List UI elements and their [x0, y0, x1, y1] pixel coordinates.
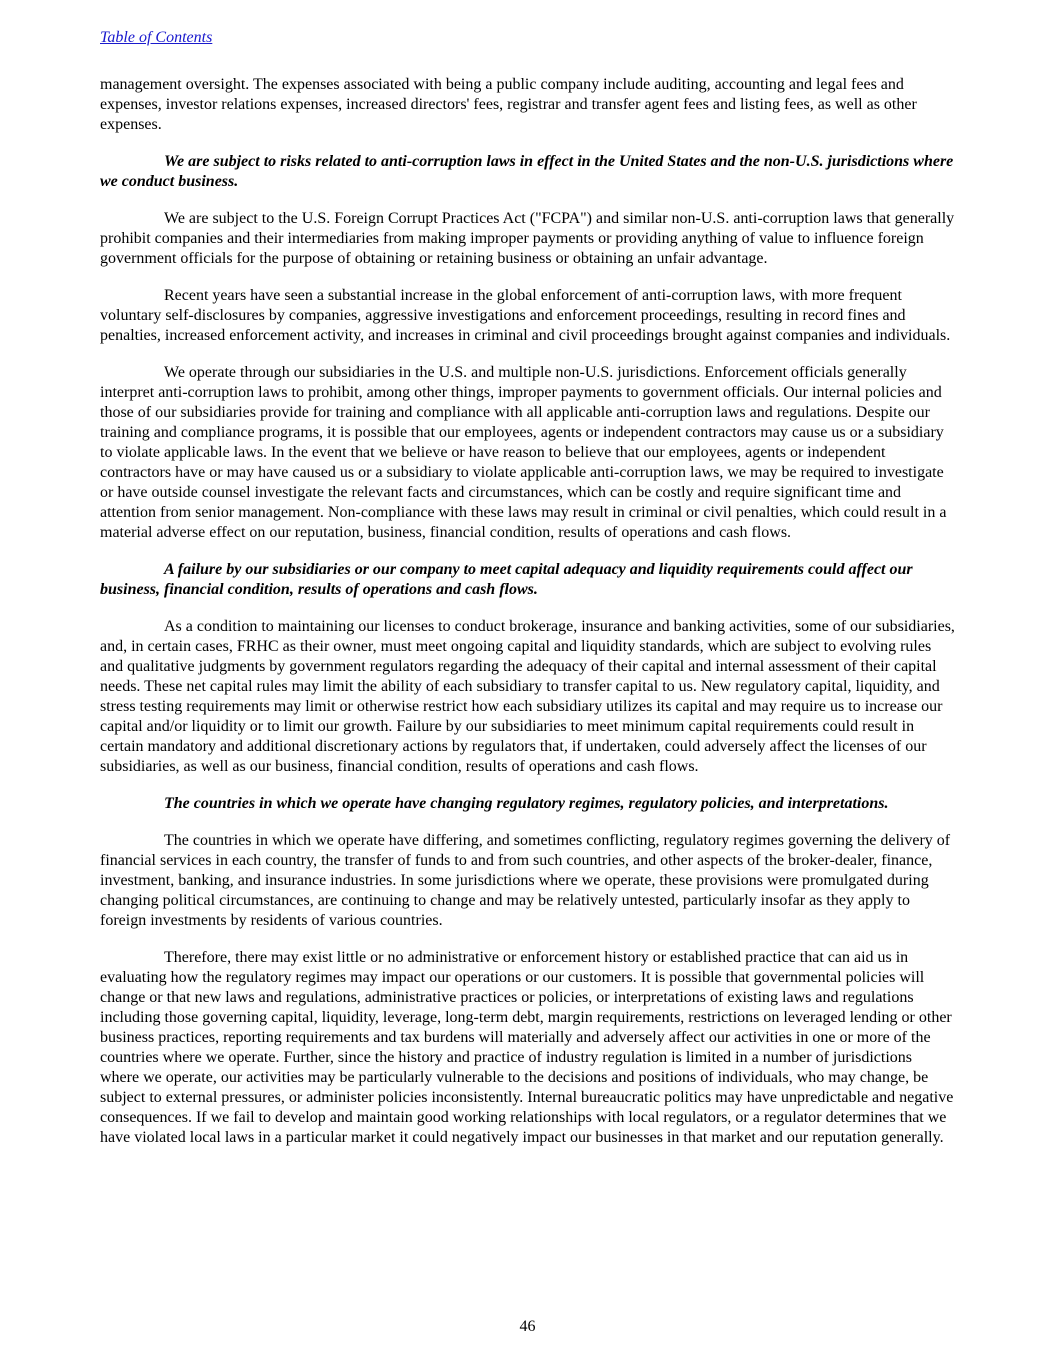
- page-number: 46: [519, 1318, 536, 1335]
- document-body: [100, 75, 955, 1148]
- paragraph-subsidiaries-compliance: We operate through our subsidiaries in the U.S. and multiple non-U.S. jurisdictions. Enforcement officials generally interpret anti-corruption laws to prohibit, among other things, improper payments to government officials. Our internal policies and those of our subsidiaries provide for training and compliance with all applicable anti-corruption laws and regulations. Despite our training and compliance programs, it is possible that our employees, agents or independent contractors may cause us or a subsidiary to violate applicable laws. In the event that we believe or have reason to believe that our employees, agents or independent contractors have or may have caused us or a subsidiary to violate applicable anti-corruption laws, we may be required to investigate or have outside counsel investigate the relevant facts and circumstances, which can be costly and require significant time and attention from senior management. Non-compliance with these laws may result in criminal or civil penalties, which could result in a material adverse effect on our reputation, business, financial condition, results of operations and cash flows.: [100, 364, 947, 541]
- heading-capital-adequacy: A failure by our subsidiaries or our company to meet capital adequacy and liquidity requirements could affect our business, financial condition, results of operations and cash flows.: [100, 561, 913, 598]
- paragraph-regulatory-uncertainty: Therefore, there may exist little or no administrative or enforcement history or established practice that can aid us in evaluating how the regulatory regimes may impact our operations or our customers. It is possible that governmental policies will change or that new laws and regulations, administrative practices or policies, or interpretations of existing laws and regulations including those governing capital, liquidity, leverage, long-term debt, margin requirements, restrictions on leveraged lending or other business practices, reporting requirements and tax burdens will materially and adversely affect our activities in one or more of the countries where we operate. Further, since the history and practice of industry regulation is limited in a number of jurisdictions where we operate, our activities may be particularly vulnerable to the decisions and positions of individuals, who may change, be subject to external pressures, or administer policies inconsistently. Internal bureaucratic politics may have unpredictable and negative consequences. If we fail to develop and maintain good working relationships with local regulators, or a regulator determines that we have violated local laws in a particular market it could negatively impact our businesses in that market and our reputation generally.: [100, 949, 954, 1146]
- paragraph-fcpa: We are subject to the U.S. Foreign Corrupt Practices Act ("FCPA") and similar non-U.S. anti-corruption laws that generally prohibit companies and their intermediaries from making improper payments or providing anything of value to influence foreign government officials for the purpose of obtaining or retaining business or obtaining an unfair advantage.: [100, 210, 955, 267]
- paragraph-regulatory-differences: The countries in which we operate have differing, and sometimes conflicting, regulatory regimes governing the delivery of financial services in each country, the transfer of funds to and from such countries, and other aspects of the broker-dealer, finance, investment, banking, and insurance industries. In some jurisdictions where we operate, these provisions were promulgated during changing political circumstances, are continuing to change and may be relatively untested, particularly insofar as they apply to foreign investments by residents of various countries.: [100, 832, 951, 929]
- table-of-contents-link[interactable]: Table of Contents: [100, 29, 213, 46]
- paragraph-public-company-expenses: management oversight. The expenses associated with being a public company include auditing, accounting and legal fees and expenses, investor relations expenses, increased directors' fees, registrar and transfer agent fees and listing fees, as well as other expenses.: [100, 76, 917, 133]
- paragraph-capital-requirements: As a condition to maintaining our licenses to conduct brokerage, insurance and banking activities, some of our subsidiaries, and, in certain cases, FRHC as their owner, must meet ongoing capital and liquidity standards, which are subject to evolving rules and qualitative judgments by government regulators regarding the adequacy of their capital and internal assessment of their capital needs. These net capital rules may limit the ability of each subsidiary to transfer capital to us. New regulatory capital, liquidity, and stress testing requirements may limit or otherwise restrict how each subsidiary utilizes its capital and may require us to increase our capital and/or liquidity or to limit our growth. Failure by our subsidiaries to meet minimum capital requirements could result in certain mandatory and additional discretionary actions by regulators that, if undertaken, could adversely affect the licenses of our subsidiaries, as well as our business, financial condition, results of operations and cash flows.: [100, 618, 955, 775]
- heading-anti-corruption-risks: We are subject to risks related to anti-corruption laws in effect in the United States and the non-U.S. jurisdictions where we conduct business.: [100, 153, 954, 190]
- heading-regulatory-regimes: The countries in which we operate have changing regulatory regimes, regulatory policies, and interpretations.: [164, 795, 889, 812]
- paragraph-enforcement-increase: Recent years have seen a substantial increase in the global enforcement of anti-corruption laws, with more frequent voluntary self-disclosures by companies, aggressive investigations and enforcement proceedings, resulting in record fines and penalties, increased enforcement activity, and increases in criminal and civil proceedings brought against companies and individuals.: [100, 287, 951, 344]
